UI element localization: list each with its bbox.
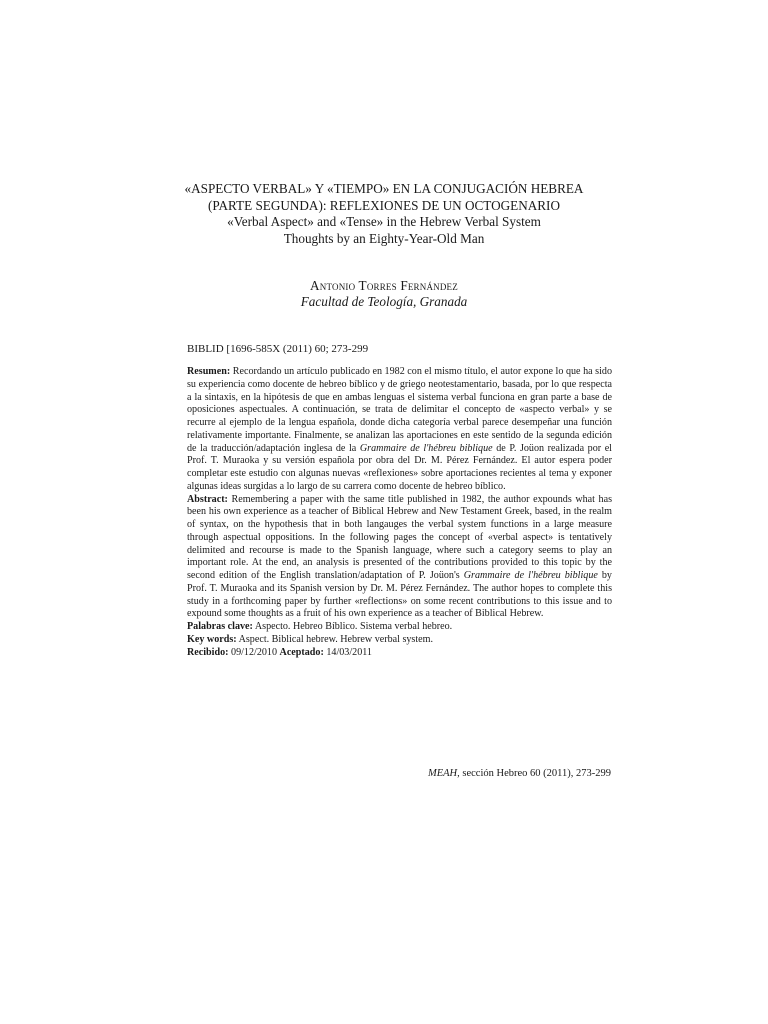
abstract-block <box>187 366 612 659</box>
author-name: Antonio Torres Fernández <box>310 278 458 293</box>
resumen-label: Resumen: <box>187 366 231 377</box>
title-line-2: (PARTE SEGUNDA): REFLEXIONES DE UN OCTOGENARIO <box>208 197 560 213</box>
key-words-label: Key words: <box>187 633 237 645</box>
resumen-book-title: Grammaire de l'hébreu biblique <box>359 442 493 454</box>
abstract-text-b: by Prof. T. Muraoka and its Spanish version by Dr. M. Pérez Fernández. The author hopes to complete this study in a forthcoming paper by further «reflections» on some recent contributions to this issue and to expound some thoughts as a fruit of his own experience as a teacher of Biblical Hebrew. <box>187 570 612 620</box>
title-line-1: «ASPECTO VERBAL» Y «TIEMPO» EN LA CONJUGACIÓN HEBREA <box>184 181 584 196</box>
journal-footer <box>428 767 611 780</box>
abstract-label: Abstract: <box>187 493 228 505</box>
abstract-text-a: Remembering a paper with the same title published in 1982, the author expounds what has been his own experience as a teacher of Biblical Hebrew and New Testament Greek, based, in the realm of syntax, on the hypothesis that in both langauges the verbal system functions in a large measure through aspectual oppositions. In the following pages the concept of «verbal aspect» is tentatively delimited and recourse is made to the Spanish language, where such a category seems to play an important role. At the end, an analysis is presented of the contributions provided to this topic by the second edition of the English translation/adaptation of P. Joüon's <box>187 493 612 581</box>
abstract-paragraph <box>187 494 612 622</box>
palabras-clave-line <box>187 621 612 634</box>
english-title-line-1: «Verbal Aspect» and «Tense» in the Hebrew Verbal System <box>227 214 541 229</box>
palabras-clave-label: Palabras clave: <box>187 621 253 632</box>
accepted-label: Aceptado: <box>279 646 324 658</box>
key-words-line <box>187 634 612 647</box>
author-affiliation: Facultad de Teología, Granada <box>300 294 468 309</box>
biblid-reference: BIBLID [1696-585X (2011) 60; 273-299 <box>187 343 369 355</box>
palabras-clave-text: Aspecto. Hebreo Bíblico. Sistema verbal hebreo. <box>252 621 453 632</box>
received-date: 09/12/2010 <box>228 646 280 658</box>
resumen-text-a: Recordando un artículo publicado en 1982 con el mismo título, el autor expone lo que ha sido su experiencia como docente de hebreo bíblico y de griego neotestamentario, basada, por lo que respecta a la sintaxis, en la hipótesis de que en ambas lenguas el sistema verbal funciona en gran parte a base de oposiciones aspectuales. A continuación, se trata de delimitar el concepto de «aspecto verbal» y se recurre al ejemplo de la lengua española, donde dicha categoría verbal parece desempeñar una función relativamente importante. Finalmente, se analizan las aportaciones en este sentido de la segunda edición de la traducción/adaptación inglesa de la <box>187 366 612 454</box>
key-words-text: Aspect. Biblical hebrew. Hebrew verbal system. <box>236 633 434 645</box>
english-title-line-2: Thoughts by an Eighty-Year-Old Man <box>283 230 485 246</box>
journal-details: sección Hebreo 60 (2011), 273-299 <box>459 768 611 779</box>
received-label: Recibido: <box>187 646 229 658</box>
accepted-date: 14/03/2011 <box>323 646 372 658</box>
journal-name: MEAH, <box>427 768 460 779</box>
title-block <box>120 181 648 247</box>
resumen-text-b: de P. Joüon realizada por el Prof. T. Muraoka y su versión española por obra del Dr. M. Pérez Fernández. El autor espera poder completar este estudio con algunas nuevas «reflexiones» sobre aportaciones recientes al tema y exponer algunas ideas surgidas a lo largo de su carrera como docente de hebreo bíblico. <box>187 442 612 492</box>
author-block <box>120 278 648 310</box>
resumen-paragraph <box>187 366 612 494</box>
abstract-book-title: Grammaire de l'hébreu biblique <box>463 570 598 581</box>
dates-line <box>187 647 612 660</box>
